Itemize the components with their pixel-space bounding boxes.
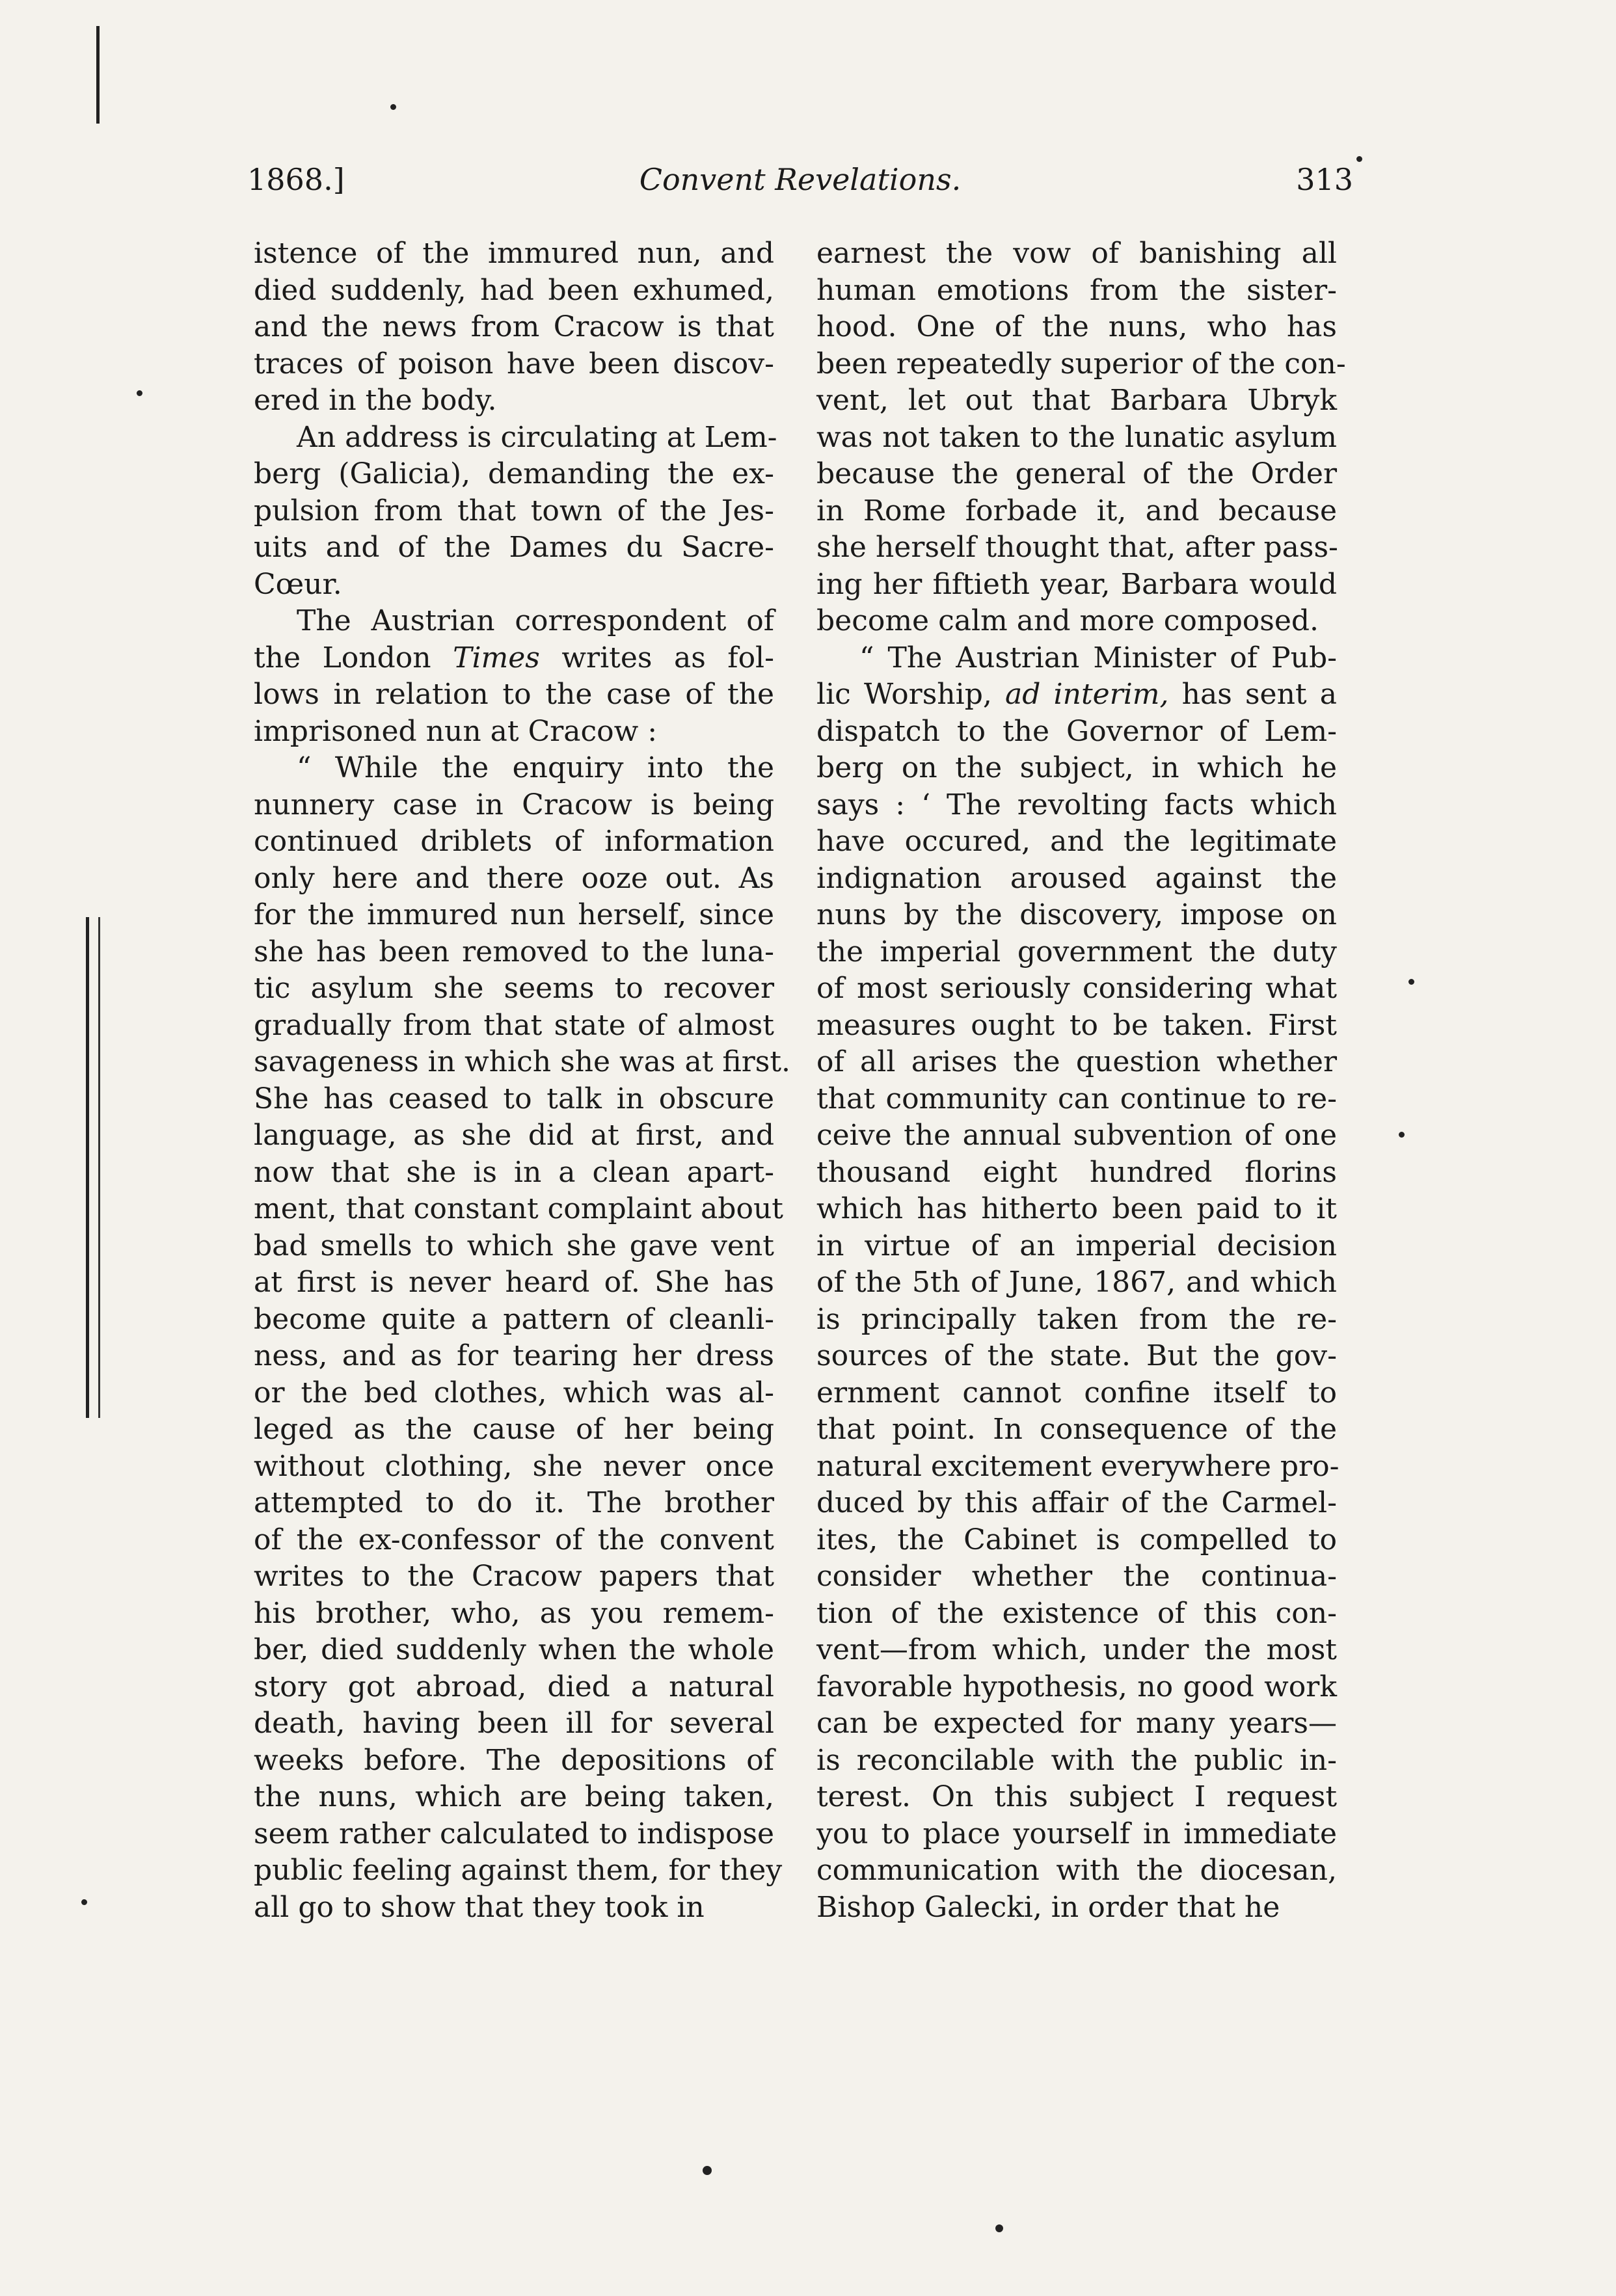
text-line: lows in relation to the case of the — [254, 678, 774, 711]
text-line: for the immured nun herself, since — [254, 898, 774, 931]
text-line: An address is circulating at Lem- — [297, 420, 777, 454]
text-line: you to place yourself in immediate — [816, 1817, 1337, 1850]
text-run: the London — [254, 641, 453, 674]
text-line: uits and of the Dames du Sacre- — [254, 531, 774, 564]
text-line: in virtue of an imperial decision — [816, 1229, 1337, 1262]
text-line: earnest the vow of banishing all — [816, 237, 1337, 270]
text-line: bad smells to which she gave vent — [254, 1229, 774, 1262]
margin-bracket-mark — [86, 917, 100, 1418]
text-line: tion of the existence of this con- — [816, 1596, 1337, 1630]
header-year: 1868.] — [247, 162, 345, 197]
text-line: “ The Austrian Minister of Pub- — [859, 641, 1337, 674]
text-line: at first is never heard of. She has — [254, 1266, 774, 1299]
text-line: imprisoned nun at Cracow : — [254, 714, 658, 748]
text-line — [254, 640, 774, 677]
text-run: writes as fol- — [539, 641, 775, 674]
text-line: ber, died suddenly when the whole — [254, 1633, 774, 1666]
text-line: communication with the diocesan, — [816, 1854, 1337, 1887]
text-line: nuns by the discovery, impose on — [816, 898, 1337, 931]
page-number: 313 — [1296, 162, 1353, 197]
text-line: vent, let out that Barbara Ubryk — [816, 384, 1337, 417]
text-run: has sent a — [1168, 678, 1337, 711]
text-line: continued driblets of information — [254, 825, 774, 858]
text-line: all go to show that they took in — [254, 1890, 705, 1924]
text-line: Bishop Galecki, in order that he — [816, 1890, 1280, 1924]
text-line: ment, that constant complaint about — [254, 1192, 783, 1225]
text-line: of the 5th of June, 1867, and which — [816, 1266, 1337, 1299]
text-line: ceive the annual subvention of one — [816, 1119, 1337, 1152]
text-line: The Austrian correspondent of — [297, 604, 774, 637]
text-line: that point. In consequence of the — [816, 1413, 1337, 1446]
text-line: seem rather calculated to indispose — [254, 1817, 774, 1850]
text-line: berg (Galicia), demanding the ex- — [254, 457, 774, 490]
header-title: Convent Revelations. — [639, 162, 962, 197]
text-line: she has been removed to the luna- — [254, 935, 774, 968]
text-line: gradually from that state of almost — [254, 1008, 774, 1042]
text-line: duced by this affair of the Carmel- — [816, 1486, 1337, 1519]
text-line: leged as the cause of her being — [254, 1413, 774, 1446]
text-line: of the ex-confessor of the convent — [254, 1523, 774, 1556]
text-line: vent—from which, under the most — [816, 1633, 1337, 1666]
margin-speck — [81, 1899, 87, 1905]
text-line: consider whether the continua- — [816, 1560, 1337, 1593]
italic-text-run: ad interim, — [1005, 678, 1169, 711]
text-line: death, having been ill for several — [254, 1707, 774, 1740]
text-line: Cœur. — [254, 567, 342, 601]
running-head — [247, 154, 1353, 206]
text-line: been repeatedly superior of the con- — [816, 347, 1346, 380]
text-line: now that she is in a clean apart- — [254, 1155, 774, 1189]
text-line: istence of the immured nun, and — [254, 237, 774, 270]
text-line: or the bed clothes, which was al- — [254, 1376, 774, 1409]
text-line: she herself thought that, after pass- — [816, 531, 1338, 564]
text-line: weeks before. The depositions of — [254, 1743, 774, 1777]
text-line: says : ‘ The revolting facts which — [816, 788, 1337, 821]
text-line: ites, the Cabinet is compelled to — [816, 1523, 1337, 1556]
text-line: writes to the Cracow papers that — [254, 1560, 774, 1593]
text-line: terest. On this subject I request — [816, 1780, 1337, 1813]
text-line: is reconcilable with the public in- — [816, 1743, 1337, 1777]
text-line: ernment cannot confine itself to — [816, 1376, 1337, 1409]
text-line: ered in the body. — [254, 384, 497, 417]
text-line: thousand eight hundred florins — [816, 1155, 1337, 1189]
text-line: the imperial government the duty — [816, 935, 1337, 968]
text-line: that community can continue to re- — [816, 1082, 1337, 1115]
text-line: become quite a pattern of cleanli- — [254, 1302, 774, 1336]
text-line: only here and there ooze out. As — [254, 861, 774, 895]
text-line: the nuns, which are being taken, — [254, 1780, 774, 1813]
text-line: without clothing, she never once — [254, 1449, 774, 1483]
text-line: story got abroad, died a natural — [254, 1670, 774, 1703]
text-line: “ While the enquiry into the — [297, 751, 774, 784]
text-line: pulsion from that town of the Jes- — [254, 494, 774, 527]
text-line: which has hitherto been paid to it — [816, 1192, 1337, 1225]
text-line: language, as she did at first, and — [254, 1119, 774, 1152]
text-line: indignation aroused against the — [816, 861, 1337, 895]
margin-speck — [1399, 1132, 1405, 1138]
right-column — [816, 235, 1346, 1926]
text-line: attempted to do it. The brother — [254, 1486, 774, 1519]
text-line: measures ought to be taken. First — [816, 1008, 1337, 1042]
text-line: hood. One of the nuns, who has — [816, 310, 1337, 343]
left-column — [254, 235, 790, 1926]
text-line: because the general of the Order — [816, 457, 1337, 490]
text-line: have occured, and the legitimate — [816, 825, 1337, 858]
text-line: She has ceased to talk in obscure — [254, 1082, 774, 1115]
text-line: become calm and more composed. — [816, 604, 1319, 637]
text-line: dispatch to the Governor of Lem- — [816, 714, 1337, 748]
text-line: savageness in which she was at first. — [254, 1045, 790, 1078]
text-line: died suddenly, had been exhumed, — [254, 273, 774, 307]
text-line: natural excitement everywhere pro- — [816, 1449, 1340, 1483]
text-line: in Rome forbade it, and because — [816, 494, 1337, 527]
text-line: public feeling against them, for they — [254, 1854, 783, 1887]
text-line: traces of poison have been discov- — [254, 347, 774, 380]
text-line: was not taken to the lunatic asylum — [816, 420, 1337, 454]
text-line — [816, 676, 1337, 714]
margin-speck — [1356, 156, 1362, 162]
text-line: ing her fiftieth year, Barbara would — [816, 567, 1337, 601]
margin-speck — [390, 104, 396, 110]
italic-text-run: Times — [453, 641, 540, 674]
text-line: is principally taken from the re- — [816, 1302, 1337, 1336]
text-line: human emotions from the sister- — [816, 273, 1337, 307]
text-line: his brother, who, as you remem- — [254, 1596, 774, 1630]
left-margin-rule — [96, 26, 100, 124]
text-line: of most seriously considering what — [816, 972, 1337, 1005]
text-line: berg on the subject, in which he — [816, 751, 1337, 784]
text-line: favorable hypothesis, no good work — [816, 1670, 1337, 1703]
text-line: tic asylum she seems to recover — [254, 972, 774, 1005]
text-line: ness, and as for tearing her dress — [254, 1339, 774, 1372]
margin-speck — [1408, 979, 1414, 985]
text-line: sources of the state. But the gov- — [816, 1339, 1337, 1372]
text-line: and the news from Cracow is that — [254, 310, 774, 343]
text-line: of all arises the question whether — [816, 1045, 1337, 1078]
margin-speck — [703, 2166, 712, 2175]
margin-speck — [137, 390, 142, 396]
text-run: lic Worship, — [816, 678, 1005, 711]
text-line: nunnery case in Cracow is being — [254, 788, 774, 821]
text-line: can be expected for many years— — [816, 1707, 1337, 1740]
margin-speck — [995, 2224, 1003, 2232]
